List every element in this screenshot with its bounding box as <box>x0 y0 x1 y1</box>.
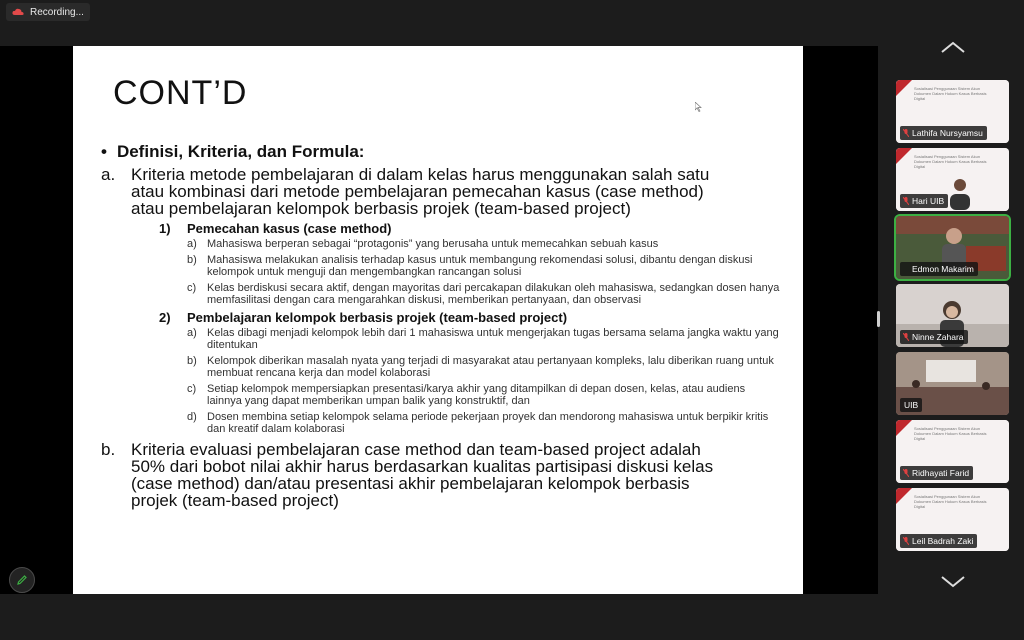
participant-tile[interactable] <box>896 80 1009 143</box>
cloud-record-icon <box>12 8 24 16</box>
paragraph-line: Kriteria metode pembelajaran di dalam kelas harus menggunakan salah satu <box>131 165 710 184</box>
list-item: c) Setiap kelompok mempersiapkan presentasi/karya akhir yang ditampilkan di depan dosen, kelas, atau audiens lainnya yang dapat memberikan umpan balik yang konstruktif, dan <box>187 383 746 407</box>
paragraph-line: projek (team-based project) <box>131 491 339 510</box>
scroll-up-button[interactable] <box>940 40 966 54</box>
participant-name: UIB <box>900 398 922 412</box>
panel-resize-handle[interactable] <box>877 311 880 327</box>
paragraph-label: b. <box>101 440 116 459</box>
list-item: d) Dosen membina setiap kelompok selama periode pekerjaan proyek dan mendorong mahasiswa untuk berpikir kritis dan kreatif dalam kolaborasi <box>187 411 769 435</box>
mouse-cursor-icon <box>695 102 703 112</box>
paragraph-label: a. <box>101 165 116 184</box>
slide-title: CONT’D <box>113 74 248 112</box>
participant-name: Lathifa Nursyamsu <box>900 126 987 140</box>
subsection-1 <box>159 221 781 236</box>
person-video-icon <box>948 176 972 210</box>
recording-label: Recording... <box>30 6 84 18</box>
paragraph-line: (case method) dan/atau presentasi akhir pembelajaran kelompok berbasis <box>131 474 690 493</box>
participant-name: Ninne Zahara <box>900 330 968 344</box>
subsection-label: 2) <box>159 310 171 325</box>
participant-tile[interactable] <box>896 284 1009 347</box>
subsection-title: Pemecahan kasus (case method) <box>187 221 392 236</box>
slide-heading <box>101 142 781 162</box>
shared-slide-thumbnail: Sosialisasi Penggunaan Sistem Akun Dokumen Dalam Hukum Kasus Berbasis Digital <box>896 420 1009 483</box>
participant-tile[interactable] <box>896 352 1009 415</box>
pencil-icon <box>16 574 28 586</box>
participant-tile[interactable] <box>896 148 1009 211</box>
paragraph-b <box>101 441 781 509</box>
paragraph-a <box>101 166 781 217</box>
paragraph-line: 50% dari bobot nilai akhir harus berdasarkan kualitas partisipasi diskusi kelas <box>131 457 714 476</box>
participant-tile[interactable] <box>896 420 1009 483</box>
mic-muted-icon <box>903 197 909 205</box>
subsection-2-items <box>187 327 781 435</box>
bullet-dot: • <box>101 142 107 161</box>
mic-muted-icon <box>903 129 909 137</box>
paragraph-line: atau pembelajaran kelompok berbasis projek (team-based project) <box>131 199 631 218</box>
mic-muted-icon <box>903 333 909 341</box>
scroll-down-button[interactable] <box>940 575 966 589</box>
list-item: b) Kelompok diberikan masalah nyata yang terjadi di masyarakat atau pertanyaan kompleks, lalu diberikan ruang untuk membuat rencana kerja dan model kolaborasi <box>187 355 774 379</box>
participant-name: Leil Badrah Zaki <box>900 534 977 548</box>
participant-name: Hari UIB <box>900 194 948 208</box>
annotate-button[interactable] <box>9 567 35 593</box>
participant-tile[interactable] <box>896 488 1009 551</box>
participant-name: Ridhayati Farid <box>900 466 973 480</box>
shared-slide-thumbnail: Sosialisasi Penggunaan Sistem Akun Dokumen Dalam Hukum Kasus Berbasis Digital <box>896 488 1009 551</box>
list-item: a) Mahasiswa berperan sebagai “protagonis” yang berusaha untuk memecahkan sebuah kasus <box>187 238 659 250</box>
mic-muted-icon <box>903 469 909 477</box>
list-item: b) Mahasiswa melakukan analisis terhadap kasus untuk membangung rekomendasi solusi, dibantu dengan diskusi kelompok untuk menguji dan mengembangkan rancangan solusi <box>187 254 753 278</box>
recording-indicator[interactable] <box>6 3 90 21</box>
participant-name: Edmon Makarim <box>900 262 978 276</box>
subsection-title: Pembelajaran kelompok berbasis projek (team-based project) <box>187 310 568 325</box>
shared-slide-thumbnail: Sosialisasi Penggunaan Sistem Akun Dokumen Dalam Hukum Kasus Berbasis Digital <box>896 148 1009 211</box>
list-item: a) Kelas dibagi menjadi kelompok lebih dari 1 mahasiswa untuk mengerjakan tugas bersama selama jangka waktu yang ditentukan <box>187 327 779 351</box>
presentation-slide <box>73 46 803 594</box>
subsection-1-items <box>187 238 781 306</box>
subsection-2 <box>159 310 781 325</box>
participant-tile-active[interactable] <box>896 216 1009 279</box>
list-item: c) Kelas berdiskusi secara aktif, dengan mayoritas dari percakapan dilakukan oleh mahasiswa, sedangkan dosen hanya memfasilitasi dengan cara mengarahkan diskusi, memberikan pertanyaan, dan observasi <box>187 282 780 306</box>
paragraph-line: atau kombinasi dari metode pembelajaran pemecahan kasus (case method) <box>131 182 704 201</box>
subsection-label: 1) <box>159 221 171 236</box>
heading-text: Definisi, Kriteria, dan Formula: <box>116 142 365 161</box>
mic-muted-icon <box>903 537 909 545</box>
paragraph-line: Kriteria evaluasi pembelajaran case method dan team-based project adalah <box>131 440 701 459</box>
slide-content <box>101 142 781 509</box>
shared-slide-thumbnail: Sosialisasi Penggunaan Sistem Akun Dokumen Dalam Hukum Kasus Berbasis Digital <box>896 80 1009 143</box>
